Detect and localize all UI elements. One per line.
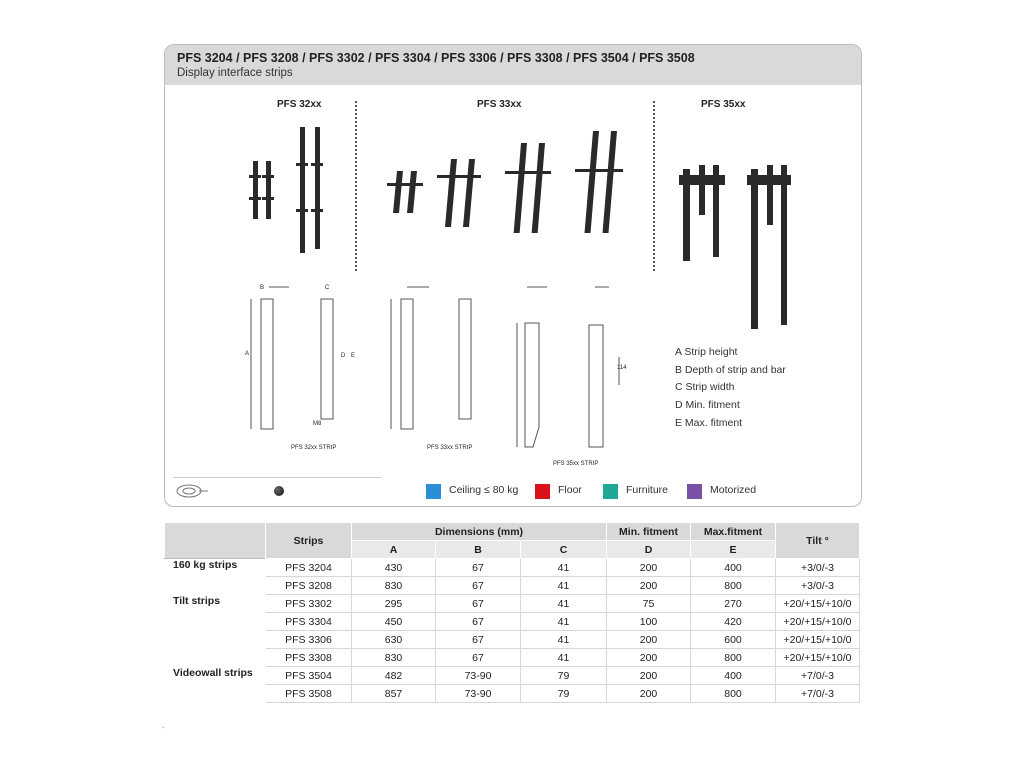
cell-d: 100 bbox=[607, 613, 691, 631]
label-pfs-32xx-strip: PFS 32xx STRIP bbox=[291, 445, 337, 451]
cell-tilt: +20/+15/+10/0 bbox=[776, 649, 860, 667]
dim-label-c: C bbox=[325, 285, 330, 291]
row-group-tilt: Tilt strips bbox=[165, 595, 266, 667]
cell-d: 200 bbox=[607, 685, 691, 703]
cell-e: 420 bbox=[691, 613, 776, 631]
stray-mark: - bbox=[162, 723, 165, 732]
table-row bbox=[165, 613, 860, 631]
cell-d: 200 bbox=[607, 649, 691, 667]
cell-model: PFS 3208 bbox=[266, 577, 352, 595]
cell-c: 41 bbox=[521, 613, 607, 631]
cell-a: 830 bbox=[352, 577, 436, 595]
cell-model: PFS 3504 bbox=[266, 667, 352, 685]
table-corner bbox=[165, 523, 266, 559]
cell-a: 482 bbox=[352, 667, 436, 685]
cell-c: 41 bbox=[521, 577, 607, 595]
separator-1 bbox=[355, 101, 357, 271]
cell-e: 400 bbox=[691, 667, 776, 685]
cell-d: 200 bbox=[607, 667, 691, 685]
cell-a: 857 bbox=[352, 685, 436, 703]
cell-a: 830 bbox=[352, 649, 436, 667]
legend-strip-width: C Strip width bbox=[675, 381, 735, 394]
dim-label-114: 114 bbox=[617, 365, 627, 371]
cell-c: 41 bbox=[521, 559, 607, 577]
furniture-swatch-icon bbox=[603, 484, 618, 499]
cell-d: 200 bbox=[607, 577, 691, 595]
brand-logo-icon bbox=[175, 483, 209, 499]
card-subtitle: Display interface strips bbox=[177, 67, 293, 79]
motorized-label: Motorized bbox=[710, 484, 757, 496]
label-pfs-35xx-strip: PFS 35xx STRIP bbox=[553, 461, 599, 467]
table-row bbox=[165, 595, 860, 613]
row-group-videowall: Videowall strips bbox=[165, 667, 266, 703]
table-row bbox=[165, 631, 860, 649]
card-title: PFS 3204 / PFS 3208 / PFS 3302 / PFS 3304 / PFS 3306 / PFS 3308 / PFS 3504 / PFS 3508 bbox=[177, 51, 695, 65]
pfs-32xx-product-image bbox=[245, 123, 335, 255]
floor-swatch-icon bbox=[535, 484, 550, 499]
cell-a: 295 bbox=[352, 595, 436, 613]
header-e: E bbox=[691, 541, 776, 559]
table-row bbox=[165, 577, 860, 595]
header-tilt: Tilt ° bbox=[776, 523, 860, 559]
group-title-pfs-35xx: PFS 35xx bbox=[701, 99, 746, 110]
cell-a: 630 bbox=[352, 631, 436, 649]
footer-divider bbox=[173, 477, 381, 478]
cell-b: 67 bbox=[436, 649, 521, 667]
cell-model: PFS 3304 bbox=[266, 613, 352, 631]
furniture-label: Furniture bbox=[626, 484, 669, 496]
dim-label-d: D bbox=[341, 353, 346, 359]
dim-label-e: E bbox=[351, 353, 356, 359]
motorized-swatch-icon bbox=[687, 484, 702, 499]
legend-strip-height: A Strip height bbox=[675, 346, 738, 358]
cell-model: PFS 3204 bbox=[266, 559, 352, 577]
cell-a: 450 bbox=[352, 613, 436, 631]
cell-b: 67 bbox=[436, 559, 521, 577]
table-row bbox=[165, 667, 860, 685]
cell-tilt: +3/0/-3 bbox=[776, 577, 860, 595]
pfs-35xx-product-image bbox=[675, 161, 795, 333]
group-title-pfs-33xx: PFS 33xx bbox=[477, 99, 522, 110]
cell-b: 73-90 bbox=[436, 667, 521, 685]
technical-drawings bbox=[243, 277, 663, 473]
cell-c: 41 bbox=[521, 595, 607, 613]
cell-c: 79 bbox=[521, 685, 607, 703]
header-d: D bbox=[607, 541, 691, 559]
ceiling-swatch-icon bbox=[426, 484, 441, 499]
cell-e: 400 bbox=[691, 559, 776, 577]
label-m8-32: M8 bbox=[313, 421, 322, 427]
cell-tilt: +20/+15/+10/0 bbox=[776, 631, 860, 649]
cell-b: 67 bbox=[436, 577, 521, 595]
cell-b: 67 bbox=[436, 631, 521, 649]
card-header bbox=[165, 45, 861, 85]
cell-d: 200 bbox=[607, 631, 691, 649]
header-dimensions: Dimensions (mm) bbox=[352, 523, 607, 541]
cell-e: 800 bbox=[691, 685, 776, 703]
header-c: C bbox=[521, 541, 607, 559]
header-min-fitment: Min. fitment bbox=[607, 523, 691, 541]
product-card bbox=[164, 44, 862, 507]
cell-model: PFS 3308 bbox=[266, 649, 352, 667]
dimension-legend bbox=[675, 344, 786, 433]
group-title-pfs-32xx: PFS 32xx bbox=[277, 99, 322, 110]
row-group-160kg: 160 kg strips bbox=[165, 559, 266, 595]
table-row bbox=[165, 559, 860, 577]
floor-label: Floor bbox=[558, 484, 582, 496]
dim-label-a: A bbox=[245, 351, 250, 357]
cell-model: PFS 3302 bbox=[266, 595, 352, 613]
label-pfs-33xx-strip: PFS 33xx STRIP bbox=[427, 445, 473, 451]
cell-d: 200 bbox=[607, 559, 691, 577]
cell-tilt: +3/0/-3 bbox=[776, 559, 860, 577]
ceiling-label: Ceiling ≤ 80 kg bbox=[449, 484, 519, 496]
legend-max-fitment: E Max. fitment bbox=[675, 416, 743, 429]
cell-d: 75 bbox=[607, 595, 691, 613]
cell-b: 67 bbox=[436, 613, 521, 631]
cell-c: 79 bbox=[521, 667, 607, 685]
specs-table bbox=[164, 522, 860, 703]
header-max-fitment: Max.fitment bbox=[691, 523, 776, 541]
pfs-33xx-product-image bbox=[385, 123, 625, 233]
legend-min-fitment: D Min. fitment bbox=[675, 399, 740, 412]
cell-b: 67 bbox=[436, 595, 521, 613]
header-strips: Strips bbox=[266, 523, 352, 559]
header-b: B bbox=[436, 541, 521, 559]
cell-tilt: +20/+15/+10/0 bbox=[776, 595, 860, 613]
table-row bbox=[165, 649, 860, 667]
cell-a: 430 bbox=[352, 559, 436, 577]
cell-e: 270 bbox=[691, 595, 776, 613]
cell-e: 800 bbox=[691, 577, 776, 595]
cell-e: 600 bbox=[691, 631, 776, 649]
black-dot-icon bbox=[274, 486, 284, 496]
cell-c: 41 bbox=[521, 649, 607, 667]
dim-label-b: B bbox=[260, 285, 265, 291]
legend-depth: B Depth of strip and bar bbox=[675, 363, 786, 376]
separator-2 bbox=[653, 101, 655, 271]
cell-tilt: +7/0/-3 bbox=[776, 685, 860, 703]
header-a: A bbox=[352, 541, 436, 559]
cell-e: 800 bbox=[691, 649, 776, 667]
cell-b: 73-90 bbox=[436, 685, 521, 703]
cell-c: 41 bbox=[521, 631, 607, 649]
table-row bbox=[165, 685, 860, 703]
cell-tilt: +20/+15/+10/0 bbox=[776, 613, 860, 631]
cell-model: PFS 3306 bbox=[266, 631, 352, 649]
cell-model: PFS 3508 bbox=[266, 685, 352, 703]
cell-tilt: +7/0/-3 bbox=[776, 667, 860, 685]
